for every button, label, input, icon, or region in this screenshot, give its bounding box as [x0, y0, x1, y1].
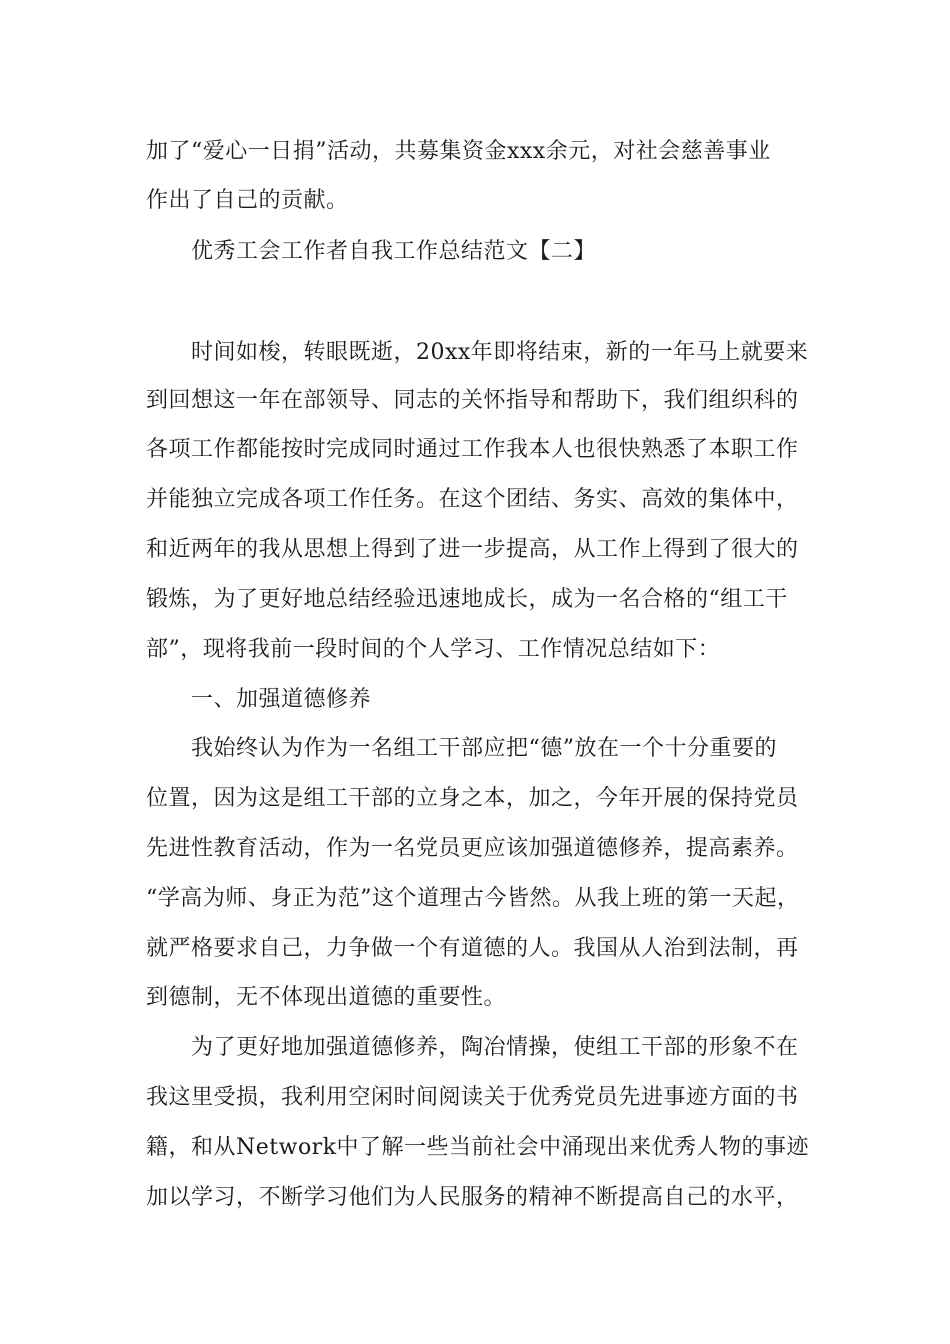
text-line: 为了更好地加强道德修养，陶冶情操，使组工干部的形象不在 [191, 1035, 799, 1060]
text-line: 我这里受损，我利用空闲时间阅读关于优秀党员先进事迹方面的书 [146, 1085, 799, 1110]
section-heading: 优秀工会工作者自我工作总结范文【二】 [191, 239, 597, 264]
text-line: 先进性教育活动，作为一名党员更应该加强道德修养，提高素养。 [146, 836, 799, 861]
text-line: 到德制，无不体现出道德的重要性。 [146, 985, 507, 1010]
text-line: 和近两年的我从思想上得到了进一步提高，从工作上得到了很大的 [146, 537, 799, 562]
text-line: 位置，因为这是组工干部的立身之本，加之，今年开展的保持党员 [146, 786, 799, 811]
text-line: “学高为师、身正为范”这个道理古今皆然。从我上班的第一天起， [146, 886, 800, 911]
text-line: 锻炼，为了更好地总结经验迅速地成长，成为一名合格的“组工干 [146, 587, 788, 612]
text-line: 籍，和从Network中了解一些当前社会中涌现出来优秀人物的事迹 [146, 1135, 810, 1160]
text-line: 我始终认为作为一名组工干部应把“德”放在一个十分重要的 [191, 736, 777, 761]
text-line: 各项工作都能按时完成同时通过工作我本人也很快熟悉了本职工作 [146, 437, 799, 462]
text-line: 作出了自己的贡献。 [146, 188, 349, 213]
text-line: 加了“爱心一日捐”活动，共募集资金xxx余元，对社会慈善事业 [146, 139, 771, 164]
text-line: 部”，现将我前一段时间的个人学习、工作情况总结如下： [146, 637, 721, 662]
text-line: 就严格要求自己，力争做一个有道德的人。我国从人治到法制，再 [146, 936, 799, 961]
text-line: 到回想这一年在部领导、同志的关怀指导和帮助下，我们组织科的 [146, 388, 799, 413]
text-line: 并能独立完成各项工作任务。在这个团结、务实、高效的集体中， [146, 487, 799, 512]
subsection-heading: 一、加强道德修养 [191, 687, 372, 712]
text-line: 加以学习，不断学习他们为人民服务的精神不断提高自己的水平， [146, 1185, 799, 1210]
text-line: 时间如梭，转眼既逝，20xx年即将结束，新的一年马上就要来 [191, 340, 809, 365]
